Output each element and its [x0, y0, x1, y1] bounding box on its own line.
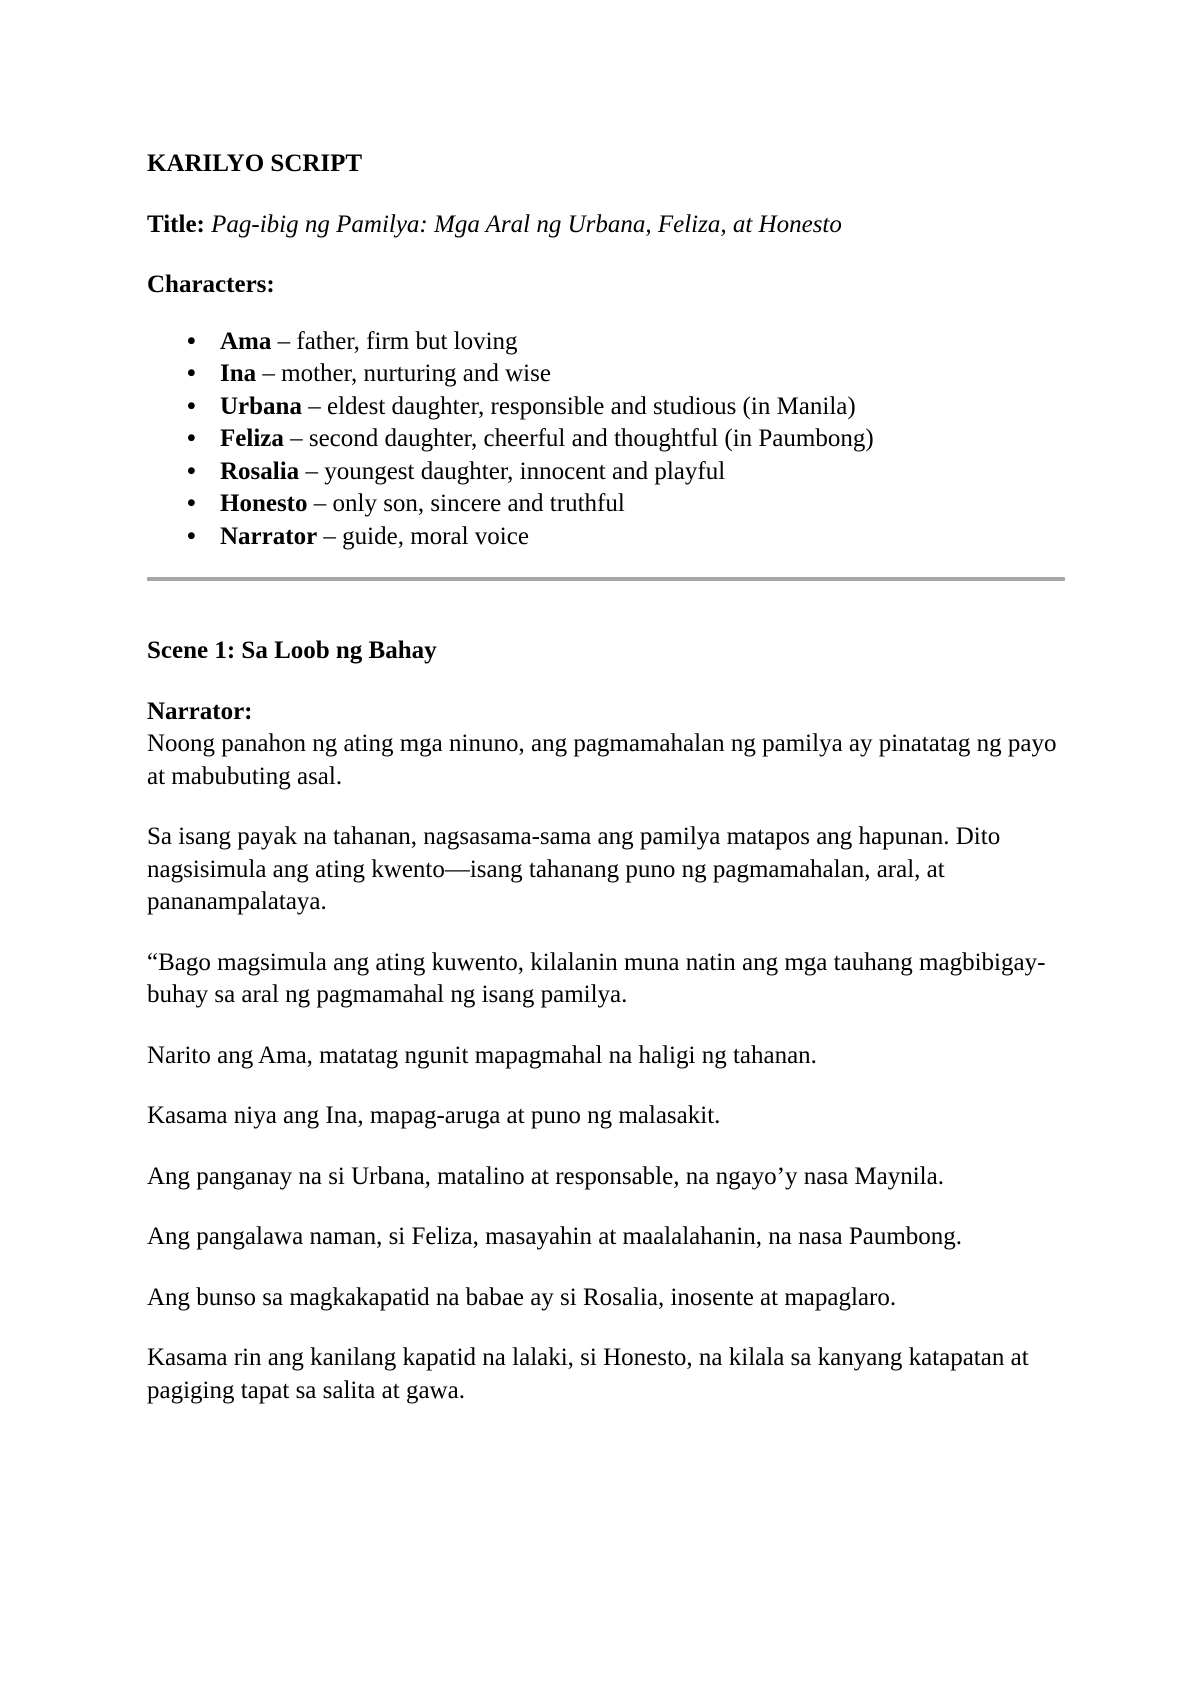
paragraph-1: Noong panahon ng ating mga ninuno, ang pagmamahalan ng pamilya ay pinatatag ng payo at mabubuting asal.	[147, 730, 1057, 790]
paragraph-2: Sa isang payak na tahanan, nagsasama-sama ang pamilya matapos ang hapunan. Dito nagsisimula ang ating kwento—isang tahanang puno ng pagmamahalan, aral, at pananampalataya.	[147, 823, 1001, 915]
paragraph-4: Narito ang Ama, matatag ngunit mapagmahal na haligi ng tahanan.	[147, 1041, 817, 1069]
character-item-honesto	[147, 488, 1067, 521]
title-label: Title:	[147, 210, 205, 238]
paragraph-6: Ang panganay na si Urbana, matalino at responsable, na ngayo’y nasa Maynila.	[147, 1162, 944, 1190]
character-item-ama	[147, 326, 1067, 359]
speaker-label: Narrator:	[147, 697, 253, 725]
character-description: – youngest daughter, innocent and playful	[299, 457, 726, 485]
character-name: Urbana	[220, 392, 302, 420]
paragraph-5: Kasama niya ang Ina, mapag-aruga at puno ng malasakit.	[147, 1102, 721, 1129]
character-description: – second daughter, cheerful and thoughtful (in Paumbong)	[283, 425, 874, 452]
character-description: – guide, moral voice	[317, 522, 529, 550]
horizontal-divider	[147, 577, 1065, 581]
character-item-urbana	[147, 391, 1067, 424]
paragraph-3: “Bago magsimula ang ating kuwento, kilalanin muna natin ang mga tauhang magbibigay-buhay sa aral ng pagmamahal ng isang pamilya.	[147, 948, 1046, 1008]
character-description: – eldest daughter, responsible and studious (in Manila)	[301, 392, 856, 420]
characters-heading: Characters:	[147, 271, 275, 298]
paragraph-8: Ang bunso sa magkakapatid na babae ay si Rosalia, inosente at mapaglaro.	[147, 1283, 897, 1311]
document-heading: KARILYO SCRIPT	[147, 150, 363, 177]
character-item-feliza	[147, 423, 1067, 456]
character-description: – mother, nurturing and wise	[256, 360, 551, 387]
character-name: Ina	[220, 360, 257, 387]
character-description: – only son, sincere and truthful	[307, 490, 625, 517]
bullet-icon: •	[187, 392, 196, 420]
title-line	[147, 209, 1067, 242]
characters-list	[147, 326, 1067, 554]
bullet-icon: •	[187, 522, 196, 550]
bullet-icon: •	[187, 327, 196, 355]
character-name: Feliza	[220, 425, 284, 452]
bullet-icon: •	[187, 457, 196, 485]
character-name: Rosalia	[220, 457, 300, 485]
bullet-icon: •	[187, 490, 196, 517]
character-name: Honesto	[220, 490, 308, 517]
bullet-icon: •	[187, 425, 196, 452]
document-body	[147, 148, 1067, 1435]
paragraph-7: Ang pangalawa naman, si Feliza, masayahin at maalalahanin, na nasa Paumbong.	[147, 1223, 963, 1250]
character-name: Ama	[220, 327, 272, 355]
title-value: Pag-ibig ng Pamilya: Mga Aral ng Urbana, Feliza, at Honesto	[211, 210, 842, 238]
bullet-icon: •	[187, 360, 196, 387]
character-name: Narrator	[220, 522, 318, 550]
paragraph-9: Kasama rin ang kanilang kapatid na lalaki, si Honesto, na kilala sa kanyang katapatan at pagiging tapat sa salita at gawa.	[147, 1344, 1029, 1404]
character-item-ina	[147, 358, 1067, 391]
scene-heading: Scene 1: Sa Loob ng Bahay	[147, 637, 437, 664]
character-item-rosalia	[147, 456, 1067, 489]
character-description: – father, firm but loving	[271, 327, 518, 355]
character-item-narrator	[147, 521, 1067, 554]
